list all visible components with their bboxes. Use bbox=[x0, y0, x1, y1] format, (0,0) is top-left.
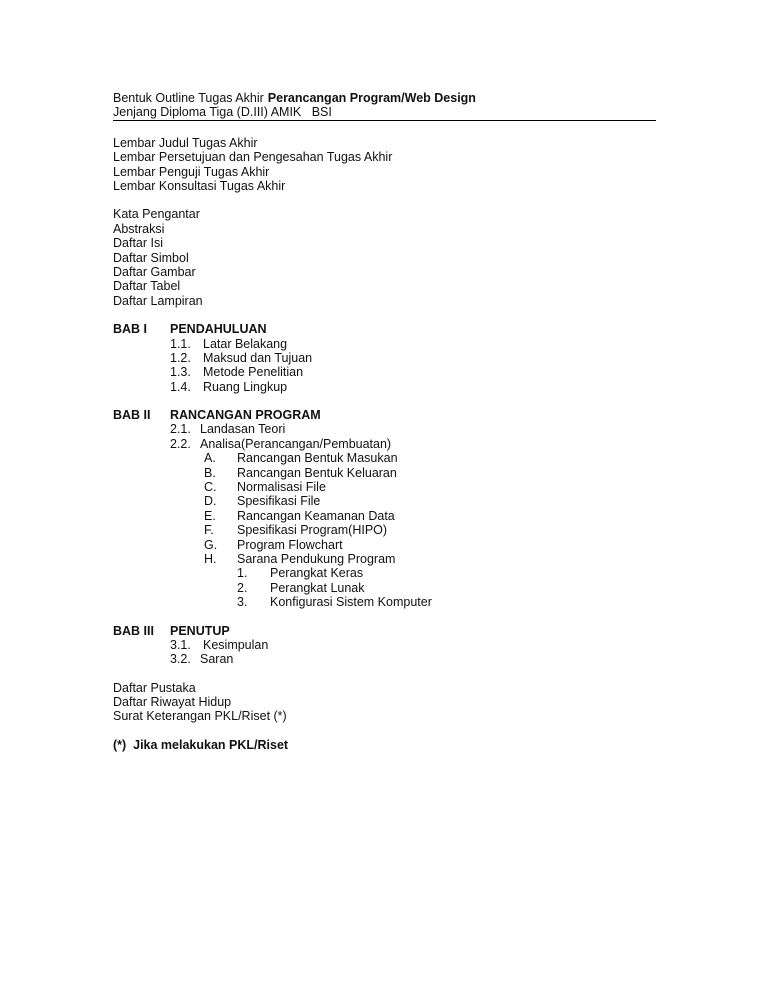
outline-subsubitem: 1. Perangkat Keras bbox=[237, 566, 364, 581]
title-bold: Perancangan Program/Web Design bbox=[267, 91, 476, 105]
back-sections-list bbox=[113, 681, 656, 724]
chapter-heading bbox=[113, 408, 656, 422]
outline-item: 1.3. Metode Penelitian bbox=[170, 365, 304, 380]
list-item: Daftar Gambar bbox=[113, 264, 196, 279]
footnote: (*) Jika melakukan PKL/Riset bbox=[113, 737, 289, 752]
list-item: Daftar Pustaka bbox=[113, 680, 196, 695]
list-item: Daftar Tabel bbox=[113, 279, 181, 294]
outline-subitem: F. Spesifikasi Program(HIPO) bbox=[204, 523, 388, 538]
list-item: Kata Pengantar bbox=[113, 207, 200, 222]
list-item: Surat Keterangan PKL/Riset (*) bbox=[113, 709, 287, 724]
outline-item: 1.1. Latar Belakang bbox=[170, 336, 288, 351]
chapter-title: RANCANGAN PROGRAM bbox=[170, 408, 321, 423]
list-item: Lembar Penguji Tugas Akhir bbox=[113, 164, 270, 179]
outline-item: 1.2. Maksud dan Tujuan bbox=[170, 350, 313, 365]
list-item: Daftar Riwayat Hidup bbox=[113, 695, 232, 710]
outline-item: 3.2. Saran bbox=[170, 652, 234, 667]
list-item: Lembar Persetujuan dan Pengesahan Tugas Akhir bbox=[113, 150, 393, 165]
document-subtitle: Jenjang Diploma Tiga (D.III) AMIK BSI bbox=[113, 105, 332, 120]
header-rule bbox=[113, 120, 656, 121]
list-item: Daftar Simbol bbox=[113, 250, 189, 265]
chapter-number: BAB II bbox=[113, 408, 151, 423]
front-pages-list bbox=[113, 136, 656, 194]
outline-subsubitem: 2. Perangkat Lunak bbox=[237, 580, 365, 595]
chapter-bab-2 bbox=[113, 408, 656, 609]
outline-subitem: B. Rancangan Bentuk Keluaran bbox=[204, 465, 397, 480]
chapter-bab-1 bbox=[113, 322, 656, 394]
outline-document bbox=[113, 91, 656, 752]
list-item: Abstraksi bbox=[113, 221, 165, 236]
chapter-number: BAB III bbox=[113, 623, 154, 638]
chapter-title: PENDAHULUAN bbox=[170, 322, 267, 337]
chapter-heading bbox=[113, 322, 656, 336]
list-item: Lembar Judul Tugas Akhir bbox=[113, 135, 258, 150]
outline-subitem: H. Sarana Pendukung Program bbox=[204, 551, 396, 566]
outline-subsubitem: 3. Konfigurasi Sistem Komputer bbox=[237, 595, 432, 610]
outline-subitem: E. Rancangan Keamanan Data bbox=[204, 508, 395, 523]
outline-item: 2.1. Landasan Teori bbox=[170, 422, 286, 437]
chapter-bab-3 bbox=[113, 624, 656, 667]
list-item: Daftar Lampiran bbox=[113, 293, 203, 308]
outline-item: 2.2. Analisa(Perancangan/Pembuatan) bbox=[170, 436, 392, 451]
outline-item: 3.1. Kesimpulan bbox=[170, 637, 269, 652]
outline-subitem: D. Spesifikasi File bbox=[204, 494, 321, 509]
title-plain: Bentuk Outline Tugas Akhir bbox=[113, 91, 264, 105]
chapter-number: BAB I bbox=[113, 322, 148, 337]
chapter-title: PENUTUP bbox=[170, 623, 230, 638]
list-item: Daftar Isi bbox=[113, 236, 164, 251]
outline-subitem: G. Program Flowchart bbox=[204, 537, 343, 552]
front-sections-list bbox=[113, 207, 656, 308]
document-title bbox=[113, 91, 656, 105]
outline-subitem: C. Normalisasi File bbox=[204, 480, 326, 495]
outline-subitem: A. Rancangan Bentuk Masukan bbox=[204, 451, 398, 466]
chapter-heading bbox=[113, 624, 656, 638]
outline-item: 1.4. Ruang Lingkup bbox=[170, 379, 288, 394]
list-item: Lembar Konsultasi Tugas Akhir bbox=[113, 178, 286, 193]
